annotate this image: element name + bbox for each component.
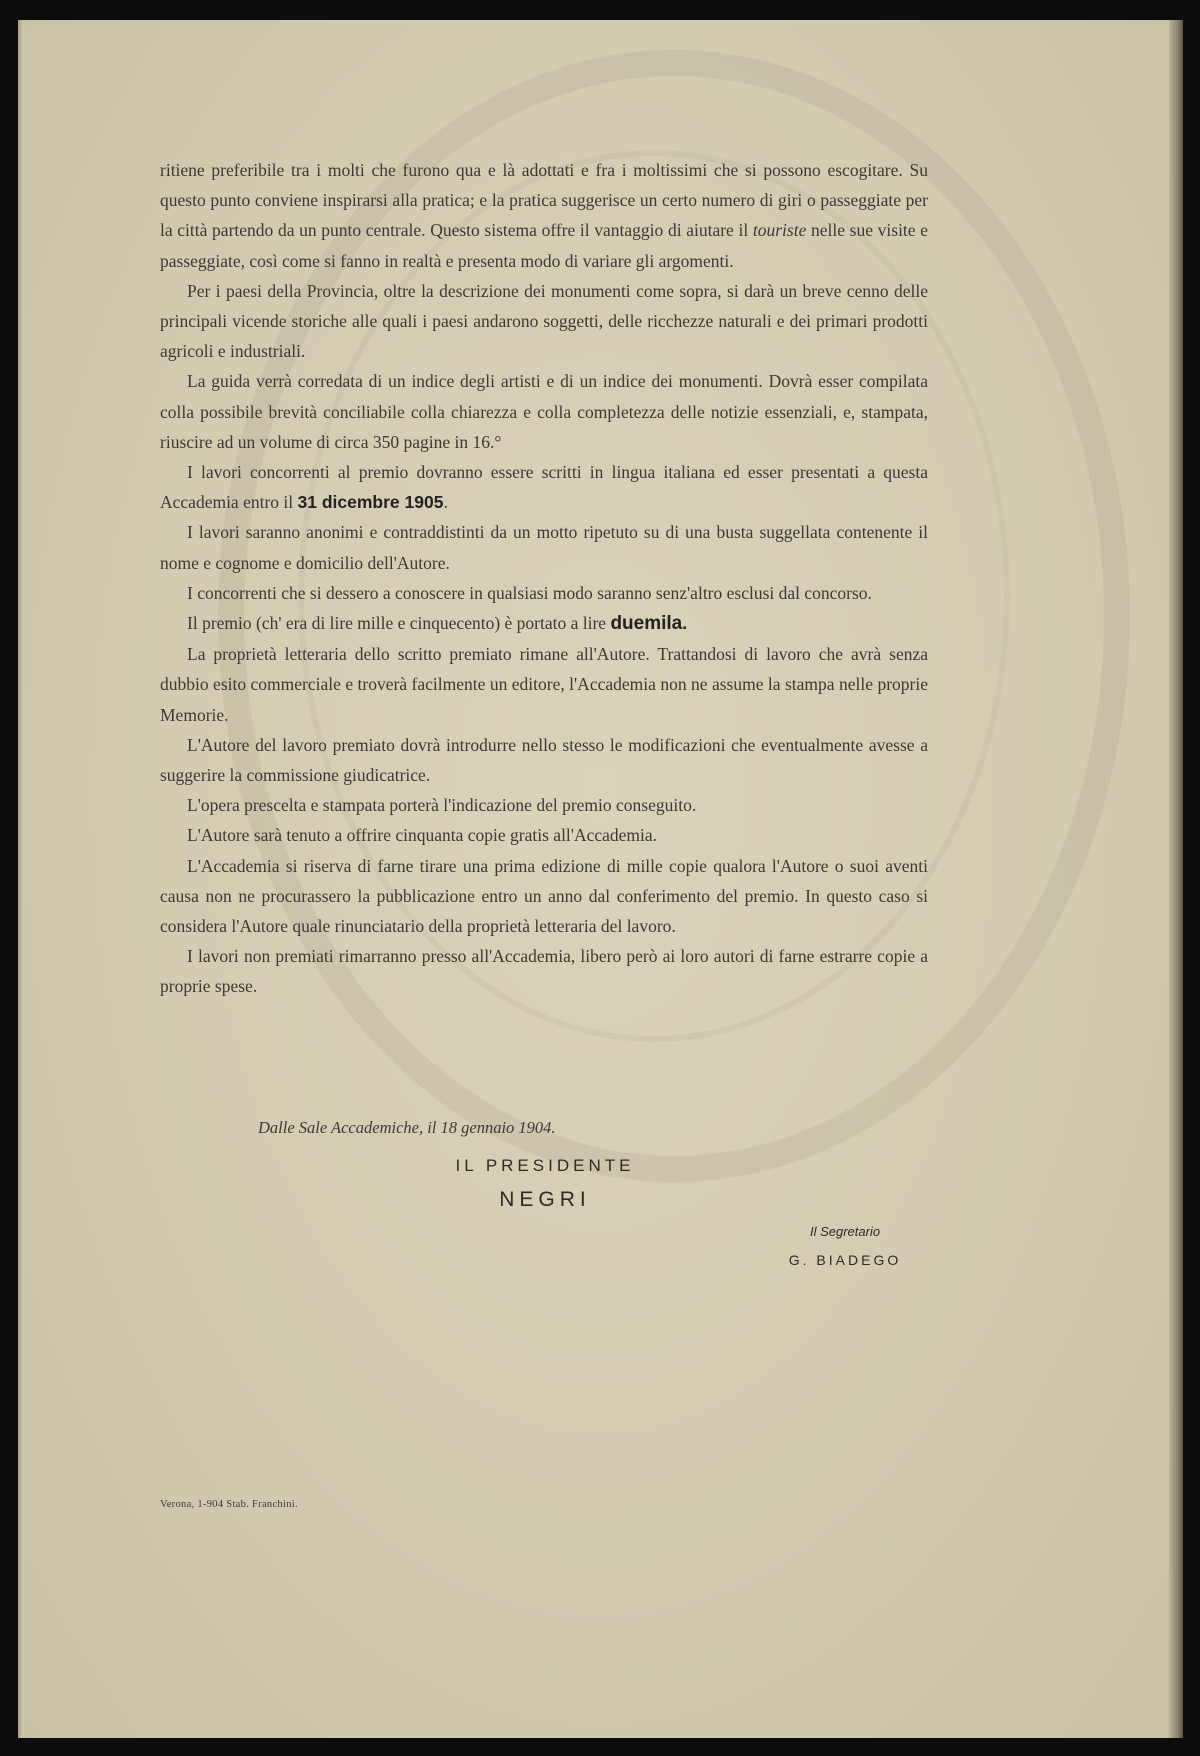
paragraph: ritiene preferibile tra i molti che furono qua e là adottati e fra i moltissimi che si possono escogitare. Su questo punto conviene inspirarsi alla pratica; e la pratica suggerisce un certo numero di giri o passeggiate per la città partendo da un punto centrale. Questo sistema offre il vantaggio di aiutare il touriste nelle sue visite e passeggiate, così come si fanno in realtà e presenta modo di variare gli argomenti. bbox=[160, 160, 928, 271]
page-right-edge bbox=[1169, 20, 1183, 1738]
paragraph: L'Accademia si riserva di farne tirare una prima edizione di mille copie qualora l'Autore o suoi aventi causa non ne procurassero la pubblicazione entro un anno dal conferimento del premio. In questo caso si considera l'Autore quale rinunciatario della proprietà letteraria del lavoro. bbox=[160, 855, 928, 937]
printer-imprint: Verona, 1-904 Stab. Franchini. bbox=[160, 1499, 298, 1510]
document-body bbox=[160, 155, 928, 1002]
paragraph: La guida verrà corredata di un indice degli artisti e di un indice dei monumenti. Dovrà esser compilata colla possibile brevità conciliabile colla chiarezza e colla completezza delle notizie essenziali, e, stampata, riuscire ad un volume di circa 350 pagine in 16.° bbox=[160, 371, 928, 452]
page-left-edge bbox=[18, 20, 24, 1738]
paragraph: I concorrenti che si dessero a conoscere in qualsiasi modo saranno senz'altro esclusi dal concorso. bbox=[187, 582, 872, 603]
president-title: IL PRESIDENTE bbox=[455, 1156, 635, 1175]
paragraph: Il premio (ch' era di lire mille e cinquecento) è portato a lire duemila. bbox=[187, 613, 688, 635]
paragraph: L'Autore sarà tenuto a offrire cinquanta copie gratis all'Accademia. bbox=[187, 825, 658, 846]
paragraph: I lavori concorrenti al premio dovranno essere scritti in lingua italiana ed esser presentati a questa Accademia entro il 31 dicembre 1905. bbox=[160, 462, 928, 513]
paragraph: I lavori saranno anonimi e contraddistinti da un motto ripetuto su di una busta suggellata contenente il nome e cognome e domicilio dell'Autore. bbox=[160, 522, 928, 573]
paragraph: L'Autore del lavoro premiato dovrà introdurre nello stesso le modificazioni che eventualmente avesse a suggerire la commissione giudicatrice. bbox=[160, 734, 928, 786]
prize-amount: duemila bbox=[610, 613, 683, 635]
paragraph: L'opera prescelta e stampata porterà l'indicazione del premio conseguito. bbox=[187, 795, 697, 816]
italic-word: touriste bbox=[752, 220, 807, 241]
dateline: Dalle Sale Accademiche, il 18 gennaio 1904. bbox=[258, 1118, 556, 1137]
paragraph: Per i paesi della Provincia, oltre la descrizione dei monumenti come sopra, si darà un breve cenno delle principali vicende storiche alle quali i paesi andarono soggetti, delle ricchezze naturali e dei primari prodotti agricoli e industriali. bbox=[160, 280, 928, 362]
paragraph: I lavori non premiati rimarranno presso all'Accademia, libero però ai loro autori di farne estrarre copie a proprie spese. bbox=[160, 946, 928, 997]
president-name: NEGRI bbox=[499, 1188, 591, 1211]
deadline-date: 31 dicembre 1905 bbox=[297, 492, 444, 513]
secretary-title: Il Segretario bbox=[809, 1224, 881, 1239]
paragraph: La proprietà letteraria dello scritto premiato rimane all'Autore. Trattandosi di lavoro che avrà senza dubbio esito commerciale e troverà facilmente un editore, l'Accademia non ne assume la stampa nelle proprie Memorie. bbox=[160, 644, 928, 725]
secretary-name: G. BIADEGO bbox=[788, 1252, 902, 1268]
